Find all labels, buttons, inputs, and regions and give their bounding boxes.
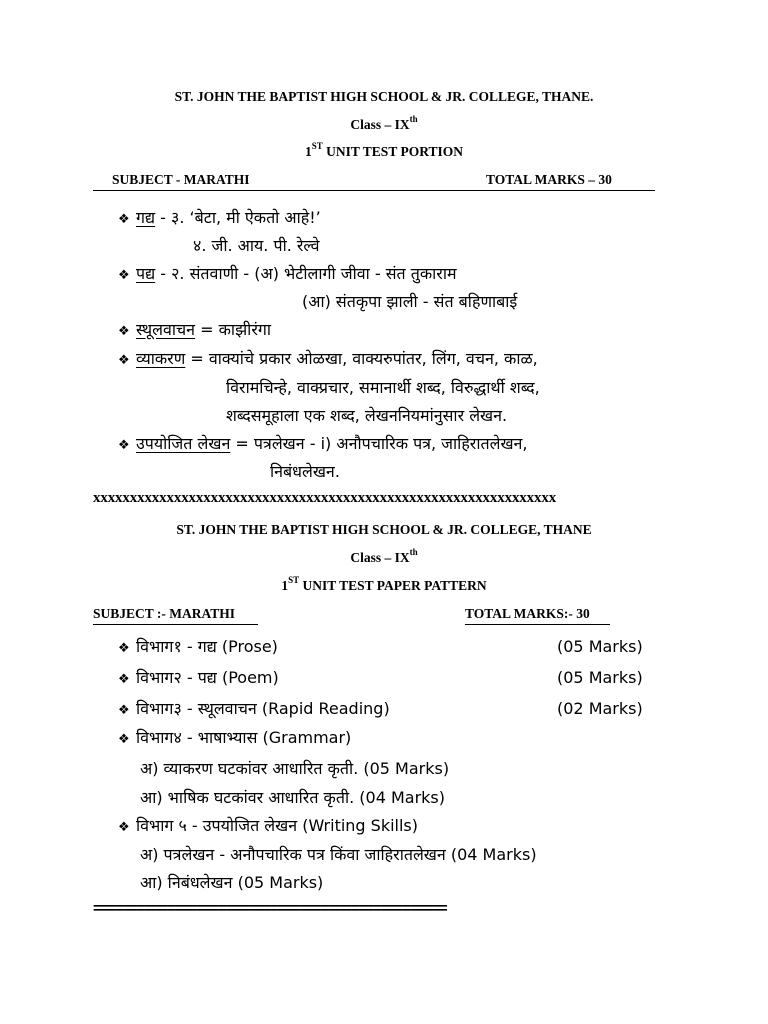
title-number: 1 xyxy=(305,144,312,159)
class-label xyxy=(0,114,768,133)
pattern-subitem: आ) भाषिक घटकांवर आधारित कृती. (04 Marks) xyxy=(140,788,445,807)
diamond-bullet-icon: ❖ xyxy=(118,268,130,283)
section-marks: (05 Marks) xyxy=(557,637,643,656)
pattern-subitem: आ) निबंधलेखन (05 Marks) xyxy=(140,873,324,892)
section-marks: (05 Marks) xyxy=(557,668,643,687)
diamond-bullet-icon: ❖ xyxy=(118,820,130,835)
subject-label-2: SUBJECT :- MARATHI xyxy=(93,606,236,621)
portion-item-grammar-cont-2: शब्दसमूहाला एक शब्द, लेखननियमांनुसार लेखन. xyxy=(226,406,508,425)
total-marks-label: TOTAL MARKS – 30 xyxy=(486,172,612,187)
class-text: Class – IX xyxy=(350,550,410,565)
pattern-title xyxy=(0,575,768,594)
item-text: विभाग ५ - उपयोजित लेखन (Writing Skills) xyxy=(136,816,419,835)
diamond-bullet-icon: ❖ xyxy=(118,641,130,656)
portion-item-writing xyxy=(118,434,528,456)
portion-item-poem xyxy=(118,264,457,286)
item-heading: उपयोजित लेखन xyxy=(136,434,231,453)
title-superscript: ST xyxy=(311,141,323,151)
portion-title xyxy=(0,141,768,160)
class-text: Class – IX xyxy=(350,117,410,132)
total-marks-underline xyxy=(465,624,610,625)
title-text: UNIT TEST PAPER PATTERN xyxy=(299,578,487,593)
diamond-bullet-icon: ❖ xyxy=(118,353,130,368)
item-heading: पद्य xyxy=(136,264,156,283)
diamond-bullet-icon: ❖ xyxy=(118,438,130,453)
subject-label: SUBJECT - MARATHI xyxy=(112,172,250,187)
subject-rule xyxy=(93,190,655,191)
item-text: विभाग४ - भाषाभ्यास (Grammar) xyxy=(136,728,352,747)
x-separator: xxxxxxxxxxxxxxxxxxxxxxxxxxxxxxxxxxxxxxxxxxxxxxxxxxxxxxxxxxxxxxx xyxy=(93,490,557,506)
pattern-item-2 xyxy=(118,668,279,690)
diamond-bullet-icon: ❖ xyxy=(118,212,130,227)
portion-item-poem-cont: (आ) संतकृपा झाली - संत बहिणाबाई xyxy=(302,292,518,311)
portion-item-prose xyxy=(118,208,321,230)
diamond-bullet-icon: ❖ xyxy=(118,732,130,747)
pattern-subitem: अ) व्याकरण घटकांवर आधारित कृती. (05 Marks) xyxy=(140,759,450,778)
title-superscript: ST xyxy=(288,575,300,585)
school-name-heading: ST. JOHN THE BAPTIST HIGH SCHOOL & JR. COLLEGE, THANE. xyxy=(174,89,594,104)
pattern-item-5 xyxy=(118,816,418,838)
item-text: विभाग२ - पद्य (Poem) xyxy=(136,668,279,687)
item-text: - ३. ‘बेटा, मी ऐकतो आहे!’ xyxy=(155,208,321,227)
school-name-heading-2: ST. JOHN THE BAPTIST HIGH SCHOOL & JR. COLLEGE, THANE xyxy=(176,522,592,537)
item-heading: स्थूलवाचन xyxy=(136,320,196,339)
title-text: UNIT TEST PORTION xyxy=(322,144,463,159)
class-superscript: th xyxy=(409,547,418,557)
item-heading: गद्य xyxy=(136,208,156,227)
section-marks: (02 Marks) xyxy=(557,699,643,718)
total-marks-label-2: TOTAL MARKS:- 30 xyxy=(465,606,590,621)
class-label-2 xyxy=(0,547,768,566)
title-number: 1 xyxy=(281,578,289,593)
portion-item-grammar-cont-1: विरामचिन्हे, वाक्प्रचार, समानार्थी शब्द, विरुद्धार्थी शब्द, xyxy=(226,378,540,397)
item-text: = वाक्यांचे प्रकार ओळखा, वाक्यरुपांतर, लिंग, वचन, काळ, xyxy=(185,349,538,368)
item-text: विभाग३ - स्थूलवाचन (Rapid Reading) xyxy=(136,699,390,718)
portion-item-writing-cont: निबंधलेखन. xyxy=(270,462,340,481)
item-text: = पत्रलेखन - i) अनौपचारिक पत्र, जाहिरातलेखन, xyxy=(230,434,528,453)
pattern-item-3 xyxy=(118,699,390,721)
portion-item-rapid-reading xyxy=(118,320,271,342)
class-superscript: th xyxy=(409,114,418,124)
equals-separator: ================================================ xyxy=(93,900,447,917)
subject-underline xyxy=(93,624,258,625)
item-text: - २. संतवाणी - (अ) भेटीलागी जीवा - संत तुकाराम xyxy=(155,264,457,283)
pattern-item-1 xyxy=(118,637,278,659)
diamond-bullet-icon: ❖ xyxy=(118,703,130,718)
pattern-item-4 xyxy=(118,728,351,750)
portion-item-prose-cont: ४. जी. आय. पी. रेल्वे xyxy=(193,236,320,255)
item-text: = काझीरंगा xyxy=(195,320,272,339)
item-text: विभाग१ - गद्य (Prose) xyxy=(136,637,278,656)
diamond-bullet-icon: ❖ xyxy=(118,324,130,339)
item-heading: व्याकरण xyxy=(136,349,186,368)
pattern-subitem: अ) पत्रलेखन - अनौपचारिक पत्र किंवा जाहिरातलेखन (04 Marks) xyxy=(140,845,537,864)
portion-item-grammar xyxy=(118,349,538,371)
diamond-bullet-icon: ❖ xyxy=(118,672,130,687)
